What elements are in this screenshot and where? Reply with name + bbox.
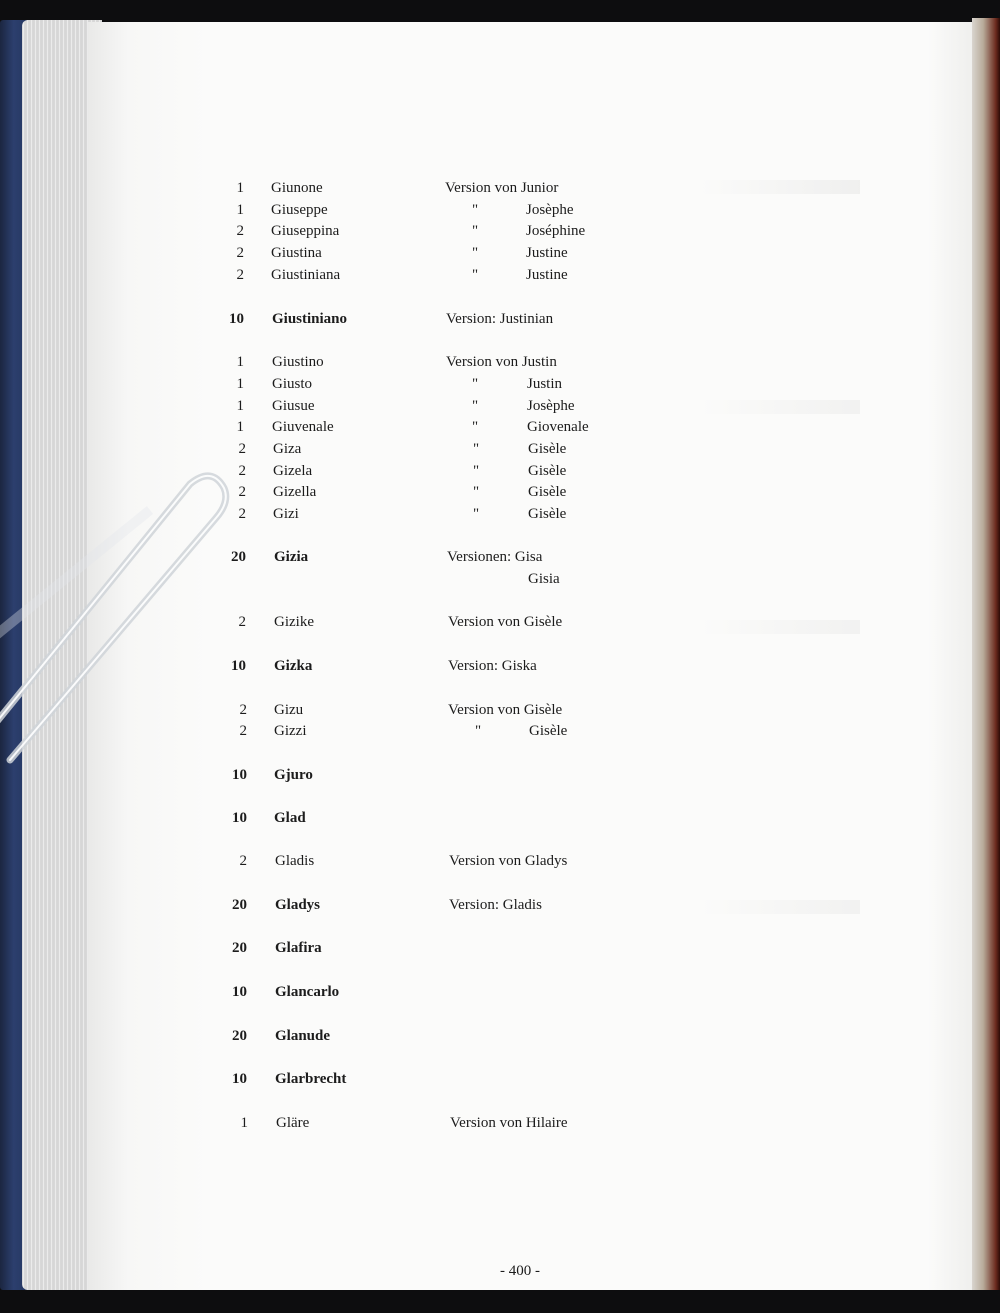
entry-name: Gizela xyxy=(273,463,313,479)
list-item xyxy=(0,481,1000,503)
list-item xyxy=(0,503,1000,525)
list-item xyxy=(0,460,1000,482)
list-item xyxy=(0,220,1000,242)
entry-info: Version von Junior xyxy=(445,180,559,196)
entry-number: 2 xyxy=(238,463,246,479)
entry-info: Versionen: Gisa xyxy=(447,549,543,565)
entry-number: 2 xyxy=(238,441,246,457)
entry-name: Glafira xyxy=(275,940,322,956)
entry-name: Gizzi xyxy=(274,723,307,739)
list-item xyxy=(0,1025,1000,1047)
entry-number: 10 xyxy=(232,984,247,1000)
entry-name: Gizu xyxy=(274,702,304,718)
entry-name: Giuseppina xyxy=(271,223,340,239)
list-item xyxy=(0,894,1000,916)
entry-number: 2 xyxy=(238,614,246,630)
entry-target: Gisèle xyxy=(528,484,567,500)
entry-number: 2 xyxy=(236,223,244,239)
entry-number: 10 xyxy=(229,311,244,327)
entry-name: Giuvenale xyxy=(272,419,334,435)
entry-info: Version: Justinian xyxy=(446,311,554,327)
list-item xyxy=(0,177,1000,199)
entry-target: Josèphe xyxy=(527,398,575,414)
entry-number: 2 xyxy=(236,267,244,283)
ditto-mark: " xyxy=(473,506,480,522)
entry-name: Gizka xyxy=(274,658,313,674)
list-item xyxy=(0,981,1000,1003)
list-item xyxy=(0,308,1000,330)
entry-info: Version: Gladis xyxy=(449,897,542,913)
entry-info: Version von Hilaire xyxy=(450,1115,568,1131)
entry-target: Justine xyxy=(526,245,568,261)
entry-name: Giustiniana xyxy=(271,267,341,283)
entry-number: 2 xyxy=(239,853,247,869)
ditto-mark: " xyxy=(472,223,479,239)
entry-number: 20 xyxy=(231,549,246,565)
ditto-mark: " xyxy=(473,463,480,479)
list-item xyxy=(0,720,1000,742)
entry-target: Justine xyxy=(526,267,568,283)
entry-name: Glarbrecht xyxy=(275,1071,347,1087)
entry-number: 1 xyxy=(236,376,244,392)
entry-number: 20 xyxy=(232,1028,247,1044)
entry-name: Giunone xyxy=(271,180,323,196)
ditto-mark: " xyxy=(473,441,480,457)
ditto-mark: " xyxy=(472,398,479,414)
entry-name: Giuseppe xyxy=(271,202,328,218)
entry-name: Gladys xyxy=(275,897,321,913)
entry-target: Justin xyxy=(527,376,563,392)
list-item xyxy=(0,1068,1000,1090)
entry-number: 20 xyxy=(232,940,247,956)
entry-name: Glanude xyxy=(275,1028,331,1044)
list-item xyxy=(0,611,1000,633)
entry-name: Gladis xyxy=(275,853,315,869)
entry-name: Giusto xyxy=(272,376,313,392)
entry-number: 2 xyxy=(239,723,247,739)
list-item xyxy=(0,937,1000,959)
entry-name: Glad xyxy=(274,810,306,826)
list-item xyxy=(0,807,1000,829)
entry-name: Giusue xyxy=(272,398,315,414)
list-item xyxy=(0,351,1000,373)
list-item xyxy=(0,568,1000,590)
entry-number: 20 xyxy=(232,897,247,913)
entry-number: 1 xyxy=(236,202,244,218)
entry-target: Giovenale xyxy=(527,419,589,435)
list-item xyxy=(0,850,1000,872)
ditto-mark: " xyxy=(472,376,479,392)
entry-number: 2 xyxy=(238,484,246,500)
list-item xyxy=(0,242,1000,264)
entry-number: 1 xyxy=(236,398,244,414)
list-item xyxy=(0,416,1000,438)
entry-name: Glancarlo xyxy=(275,984,340,1000)
list-item xyxy=(0,395,1000,417)
entry-number: 2 xyxy=(236,245,244,261)
ditto-mark: " xyxy=(472,267,479,283)
entry-number: 10 xyxy=(232,767,247,783)
entry-name: Giustiniano xyxy=(272,311,348,327)
ditto-mark: " xyxy=(473,484,480,500)
page-number: - 400 - xyxy=(500,1263,540,1279)
entry-target: Joséphine xyxy=(526,223,586,239)
entry-info: Version: Giska xyxy=(448,658,537,674)
entry-target: Gisia xyxy=(528,571,560,587)
entry-number: 2 xyxy=(238,506,246,522)
entry-number: 10 xyxy=(232,810,247,826)
entry-target: Gisèle xyxy=(528,506,567,522)
entry-name: Gizia xyxy=(274,549,309,565)
entry-name: Gizella xyxy=(273,484,317,500)
entry-info: Version von Gisèle xyxy=(448,702,563,718)
entry-info: Version von Gisèle xyxy=(448,614,563,630)
entry-number: 10 xyxy=(231,658,246,674)
entry-info: Version von Gladys xyxy=(449,853,568,869)
entry-name: Giustino xyxy=(272,354,324,370)
entry-number: 1 xyxy=(236,354,244,370)
entry-name: Giustina xyxy=(271,245,322,261)
list-item xyxy=(0,546,1000,568)
list-item xyxy=(0,264,1000,286)
entry-target: Gisèle xyxy=(528,441,567,457)
list-item xyxy=(0,655,1000,677)
ditto-mark: " xyxy=(475,723,482,739)
list-item xyxy=(0,764,1000,786)
entry-number: 10 xyxy=(232,1071,247,1087)
entry-name: Gizi xyxy=(273,506,299,522)
entry-name: Gjuro xyxy=(274,767,313,783)
list-item xyxy=(0,1112,1000,1134)
list-item xyxy=(0,373,1000,395)
list-item xyxy=(0,699,1000,721)
entry-info: Version von Justin xyxy=(446,354,557,370)
ditto-mark: " xyxy=(472,202,479,218)
entry-name: Giza xyxy=(273,441,302,457)
list-item xyxy=(0,199,1000,221)
entry-number: 1 xyxy=(236,419,244,435)
entry-target: Gisèle xyxy=(528,463,567,479)
list-item xyxy=(0,438,1000,460)
ditto-mark: " xyxy=(472,419,479,435)
entry-number: 1 xyxy=(240,1115,248,1131)
entry-target: Josèphe xyxy=(526,202,574,218)
ditto-mark: " xyxy=(472,245,479,261)
entry-number: 2 xyxy=(239,702,247,718)
entry-name: Gizike xyxy=(274,614,314,630)
entry-number: 1 xyxy=(236,180,244,196)
entry-target: Gisèle xyxy=(529,723,568,739)
entry-name: Gläre xyxy=(276,1115,310,1131)
